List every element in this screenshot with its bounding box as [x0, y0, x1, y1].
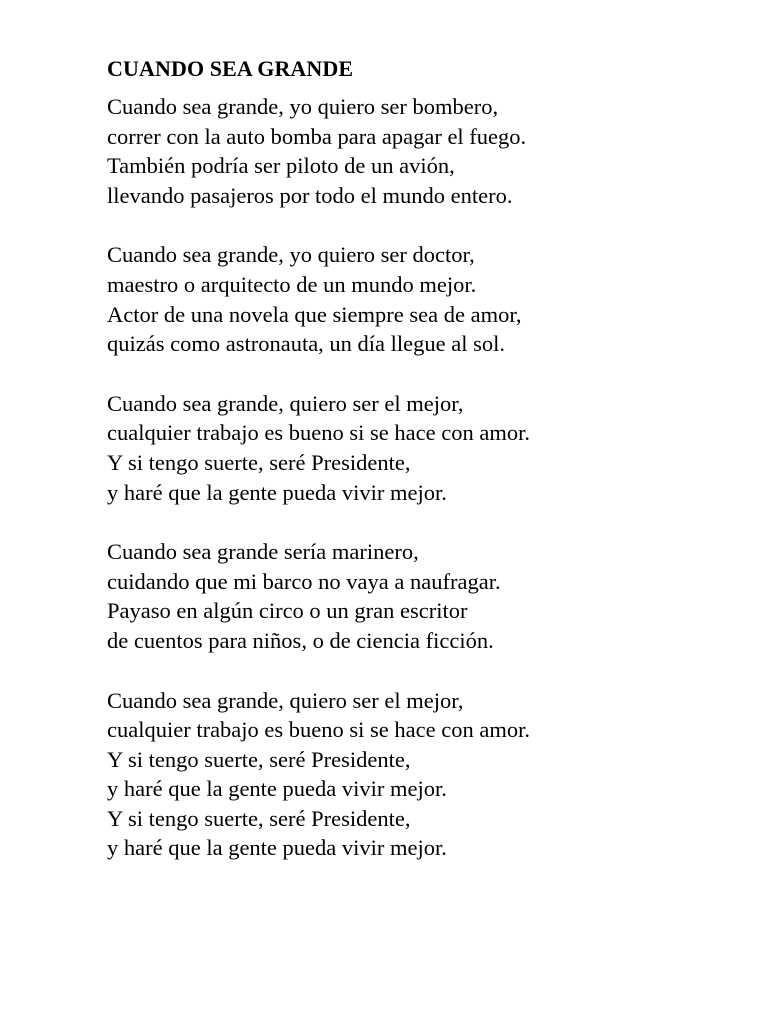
poem-line: Cuando sea grande sería marinero, — [107, 539, 419, 565]
poem-line: y haré que la gente pueda vivir mejor. — [107, 835, 447, 861]
poem-line: cuidando que mi barco no vaya a naufragar. — [107, 568, 501, 594]
poem-line: y haré que la gente pueda vivir mejor. — [107, 776, 447, 802]
poem-line: También podría ser piloto de un avión, — [107, 153, 455, 179]
poem-line: Cuando sea grande, yo quiero ser doctor, — [107, 242, 475, 268]
poem-line: llevando pasajeros por todo el mundo entero. — [107, 182, 513, 208]
poem-line: Cuando sea grande, quiero ser el mejor, — [107, 687, 464, 713]
poem-line: Cuando sea grande, yo quiero ser bombero, — [107, 94, 499, 119]
poem-line: Payaso en algún circo o un gran escritor — [107, 598, 468, 624]
stanza-2 — [107, 240, 727, 358]
poem-line: Cuando sea grande, quiero ser el mejor, — [107, 390, 464, 416]
stanza-3 — [107, 389, 727, 507]
poem-title: CUANDO SEA GRANDE — [107, 56, 354, 81]
poem-line: y haré que la gente pueda vivir mejor. — [107, 479, 447, 505]
stanza-1 — [107, 92, 727, 210]
stanza-5 — [107, 686, 727, 864]
poem-line: maestro o arquitecto de un mundo mejor. — [107, 271, 477, 297]
poem-line: cualquier trabajo es bueno si se hace con amor. — [107, 420, 530, 446]
poem-line: Y si tengo suerte, seré Presidente, — [107, 805, 411, 831]
document-page — [107, 54, 727, 893]
poem-line: Y si tengo suerte, seré Presidente, — [107, 449, 411, 475]
poem-line: correr con la auto bomba para apagar el fuego. — [107, 123, 527, 149]
stanza-4 — [107, 537, 727, 655]
poem-line: quizás como astronauta, un día llegue al sol. — [107, 331, 506, 357]
poem-line: Y si tengo suerte, seré Presidente, — [107, 746, 411, 772]
poem-line: Actor de una novela que siempre sea de amor, — [107, 301, 522, 327]
poem-line: de cuentos para niños, o de ciencia ficción. — [107, 627, 494, 653]
poem-line: cualquier trabajo es bueno si se hace con amor. — [107, 717, 530, 743]
